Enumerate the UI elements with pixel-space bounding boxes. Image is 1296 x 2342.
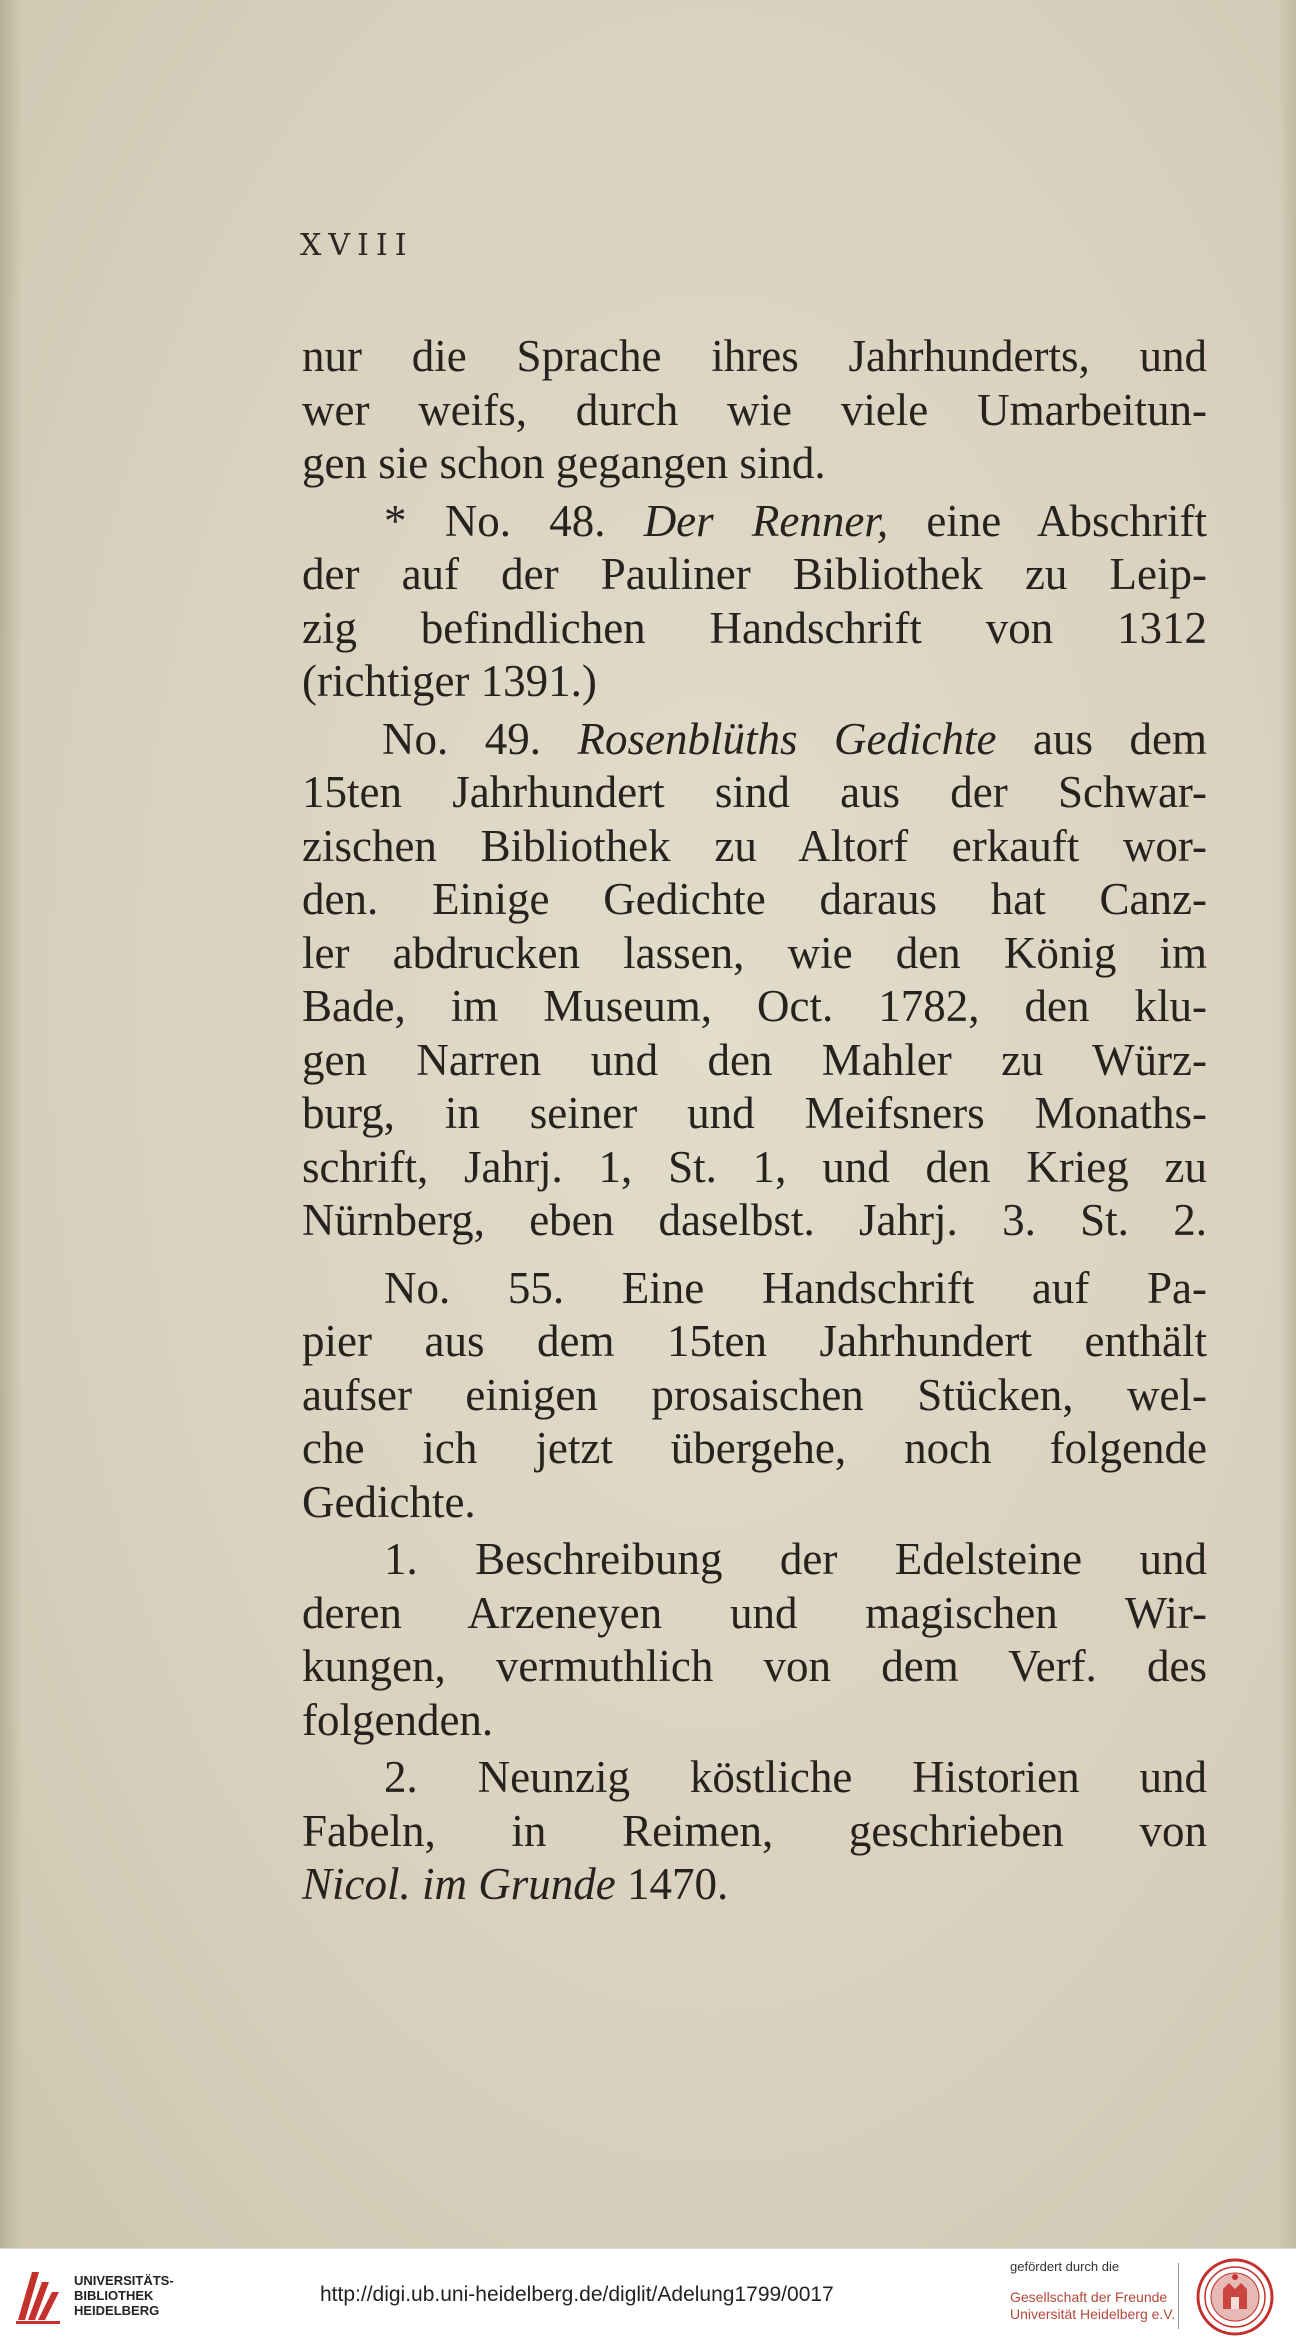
text-line: zischen Bibliothek zu Altorf erkauft wor-	[302, 820, 1207, 871]
library-name[interactable]	[74, 2273, 174, 2318]
paragraph-no-48	[302, 495, 1207, 709]
text-line: deren Arzeneyen und magischen Wir-	[302, 1587, 1207, 1638]
permalink-url[interactable]: http://digi.ub.uni-heidelberg.de/diglit/Adelung1799/0017	[320, 2283, 834, 2306]
work-title: Rosenblüths Gedichte	[577, 713, 997, 764]
text-line: folgenden.	[302, 1694, 494, 1745]
text-line	[302, 713, 1207, 767]
text-line: den. Einige Gedichte daraus hat Canz-	[302, 874, 1207, 924]
sponsor-name-line: Universität Heidelberg e.V.	[1010, 2306, 1176, 2322]
paragraph-continuation	[302, 330, 1207, 491]
library-name-line: HEIDELBERG	[74, 2303, 160, 2318]
footer-divider	[1178, 2263, 1179, 2329]
text-line: pier aus dem 15ten Jahrhundert enthält	[302, 1316, 1207, 1366]
sponsor-name[interactable]	[1010, 2289, 1175, 2323]
text-line: burg, in seiner und Meifsners Monaths-	[302, 1088, 1207, 1138]
text-line: 2. Neunzig köstliche Historien und	[384, 1752, 1207, 1802]
paragraph-gap	[302, 1252, 1207, 1262]
text-line: aufser einigen prosaischen Stücken, wel-	[302, 1369, 1207, 1420]
body-text	[302, 330, 1207, 1916]
text-line: zig befindlichen Handschrift von 1312	[302, 602, 1207, 653]
entry-number: * No. 48.	[384, 495, 644, 546]
paragraph-no-49	[302, 713, 1207, 1248]
text-line: No. 55. Eine Handschrift auf Pa-	[384, 1262, 1207, 1313]
text-line: Nürnberg, eben daselbst. Jahrj. 3. St. 2.	[302, 1195, 1207, 1245]
text-line: (richtiger 1391.)	[302, 656, 597, 706]
work-title: Der Renner,	[643, 495, 889, 546]
paragraph-no-55	[302, 1262, 1207, 1530]
text-line: Bade, im Museum, Oct. 1782, den klu-	[302, 981, 1207, 1031]
list-item-1	[302, 1533, 1207, 1747]
text-line: 15ten Jahrhundert sind aus der Schwar-	[302, 767, 1207, 817]
text-line: Fabeln, in Reimen, geschrieben von	[302, 1805, 1207, 1856]
text-run: eine Abschrift	[888, 495, 1207, 546]
text-line: ler abdrucken lassen, wie den König im	[302, 927, 1207, 978]
text-line	[302, 1858, 1207, 1912]
sponsor-name-line: Gesellschaft der Freunde	[1010, 2289, 1168, 2305]
text-line: schrift, Jahrj. 1, St. 1, und den Krieg zu	[302, 1141, 1207, 1192]
library-name-line: BIBLIOTHEK	[74, 2288, 154, 2303]
text-line: gen Narren und den Mahler zu Würz-	[302, 1034, 1207, 1085]
text-line: wer weifs, durch wie viele Umarbeitun-	[302, 384, 1207, 435]
text-line: der auf der Pauliner Bibliothek zu Leip-	[302, 549, 1207, 599]
entry-number: No. 49.	[382, 713, 578, 764]
text-line: che ich jetzt übergehe, noch folgende	[302, 1423, 1207, 1473]
sponsor-label: gefördert durch die	[1010, 2259, 1120, 2274]
list-item-2	[302, 1751, 1207, 1912]
digitization-footer	[0, 2248, 1296, 2342]
text-run: 1470.	[615, 1859, 729, 1909]
text-line: kungen, vermuthlich von dem Verf. des	[302, 1641, 1207, 1691]
page-number: XVIII	[300, 228, 414, 263]
library-name-line: UNIVERSITÄTS-	[74, 2273, 174, 2288]
text-line: 1. Beschreibung der Edelsteine und	[384, 1534, 1207, 1584]
university-seal-icon	[1195, 2257, 1275, 2337]
author-name: Nicol. im Grunde	[302, 1859, 616, 1909]
text-line: Gedichte.	[302, 1476, 476, 1527]
text-run: aus dem	[996, 713, 1207, 764]
text-line: nur die Sprache ihres Jahrhunderts, und	[302, 331, 1207, 381]
text-line	[302, 495, 1207, 549]
text-line: gen sie schon gegangen sind.	[302, 438, 826, 488]
ub-heidelberg-logo-icon[interactable]	[12, 2266, 64, 2326]
